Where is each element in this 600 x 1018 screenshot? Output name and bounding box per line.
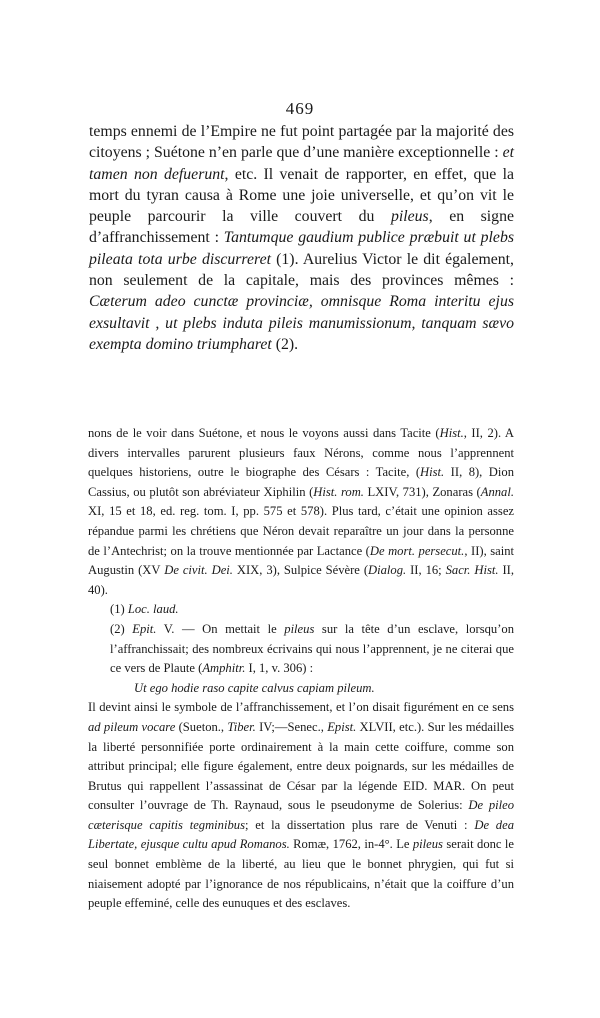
text-run: Romæ, 1762, in-4°. Le [289, 837, 413, 852]
text-run: sur la tête d’un esclave, lorsqu’on l’affranchissait; des nombreux écrivains qui nous l’apprennent, je ne citerai que ce vers de Plaute ( [110, 621, 514, 676]
italic-text: et tamen non defuerunt [89, 144, 514, 183]
text-run: II, 16; [406, 563, 446, 578]
text-run: V. — On mettait le [156, 621, 285, 636]
italic-text: Annal. [480, 484, 514, 499]
italic-text: Epit. [132, 621, 157, 636]
text-run: LXIV, 731), Zonaras ( [363, 484, 481, 499]
footnote-2-body [88, 698, 514, 914]
text-run: ; et la dissertation plus rare de Venuti : [244, 817, 475, 832]
main-text [89, 121, 514, 355]
text-run: XI, 15 et 18, ed. reg. tom. I, pp. 575 et 578). Plus tard, c’était une opinion assez répandue parmi les chrétiens que Néron devait reparaître un jour dans la personne de l’Antechrist; on la trouve mentionnée par Lactance ( [88, 504, 514, 558]
italic-text: ad pileum vocare [88, 719, 176, 734]
footnote-continuation [88, 424, 514, 600]
text-run: IV;—Senec., [255, 719, 328, 734]
text-run: serait donc le seul bonnet emblème de la liberté, au lieu que le bonnet phrygien, qui fut si niaisement adopté par l’ignorance de nos républicains, n’était que la coiffure d’un peuple effeminé, celle des eunuques et des esclaves. [88, 837, 514, 911]
footnote-2-head [88, 620, 514, 679]
italic-text: De civit. Dei. [164, 563, 233, 578]
footnotes [88, 424, 514, 914]
italic-text: Sacr. Hist. [445, 563, 499, 578]
italic-text: Dialog. [368, 563, 407, 578]
italic-text: pileus [390, 208, 429, 226]
text-run: (2). [271, 335, 299, 353]
text-run: Il devint ainsi le symbole de l’affranchissement, et l’on disait figurément en ce sens [88, 700, 514, 715]
main-paragraph [89, 121, 514, 355]
italic-text: Hist. [439, 426, 464, 440]
text-run: , en signe d’affranchissement : [89, 208, 514, 247]
text-run: II, 8), Dion Cassius, ou plutôt son abréviateur Xiphilin ( [88, 465, 514, 499]
italic-text: pileus [284, 621, 315, 636]
text-run: , II, 2). A divers intervalles parurent plusieurs faux Nérons, comme nous l’apprennent quelques historiens, outre le biographe des Césars : Tacite, ( [88, 426, 515, 480]
page-number: 469 [285, 99, 315, 118]
italic-text: Tantumque gaudium publice præbuit ut plebs pileata tota urbe discurreret [89, 229, 514, 268]
text-run: , II), saint Augustin (XV [88, 543, 515, 578]
text-run: XLVII, etc.). Sur les médailles la liberté personnifiée porte ordinairement à la main cette coiffure, comme son attribut principal; elle figure également, entre deux poignards, sur les médailles de Brutus qui rappellent l’assassinat de César par la légende EID. MAR. On peut consulter l’ouvrage de Th. Raynaud, sous le pseudonyme de Solerius: [88, 719, 514, 813]
text-run: , etc. Il venait de rapporter, en effet, que la mort du tyran causa à Rome une joie universelle, et qu’on vit le peuple parcourir la ville couvert du [89, 165, 514, 226]
italic-text: Loc. laud. [127, 602, 179, 617]
text-run: temps ennemi de l’Empire ne fut point partagée par la majorité des citoyens ; Suétone n’en parle que d’une manière exceptionnelle : [89, 123, 514, 162]
italic-text: Amphitr. [202, 661, 246, 676]
text-run: (Sueton., [175, 719, 228, 734]
text-run: (1) [110, 602, 128, 617]
text-run: II, 40). [88, 563, 515, 597]
text-run: nons de le voir dans Suétone, et nous le voyons aussi dans Tacite ( [88, 426, 440, 440]
text-run: XIX, 3), Sulpice Sévère ( [232, 563, 369, 578]
italic-text: Hist. [420, 465, 445, 480]
text-run: (2) [110, 621, 133, 636]
italic-text: pileus [412, 837, 443, 852]
text-run: (1). Aurelius Victor le dit également, non seulement de la capitale, mais des provinces mêmes : [89, 250, 514, 290]
italic-text: Cæterum adeo cunctæ provinciæ, omnisque Roma interitu ejus exsultavit , ut plebs induta pileis manumissionum, tanquam sævo exempta domino triumpharet [89, 293, 514, 353]
italic-text: De mort. persecut. [369, 543, 465, 558]
footnote-1 [88, 600, 514, 620]
italic-text: De dea Libertate, ejusque cultu apud Romanos. [88, 817, 514, 852]
footnote-2-quote: Ut ego hodie raso capite calvus capiam pileum. [134, 680, 375, 695]
italic-text: Epist. [327, 719, 357, 734]
text-run: I, 1, v. 306) : [245, 661, 314, 676]
italic-text: Tiber. [227, 719, 256, 734]
italic-text: De pileo cæterisque capitis tegminibus [88, 798, 515, 832]
italic-text: Hist. rom. [313, 484, 364, 499]
